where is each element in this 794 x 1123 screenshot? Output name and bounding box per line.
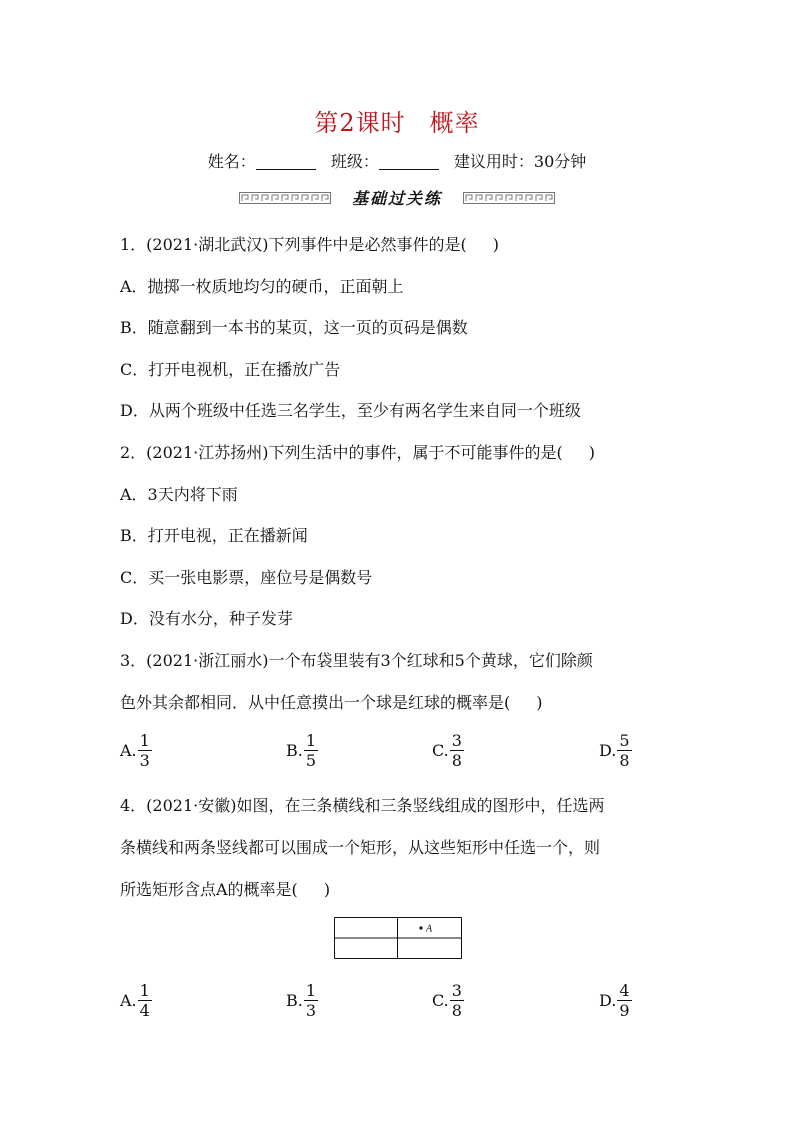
q3-options — [120, 731, 660, 777]
point-a-dot — [419, 926, 422, 929]
q4-option-d[interactable]: D. $\frac{4}{9}$ — [599, 981, 630, 1020]
fraction: $\frac{1}{4}$ — [139, 981, 150, 1020]
lesson-label: 第2课时 — [314, 109, 406, 137]
q2-option-b[interactable]: B．打开电视，正在播新闻 — [120, 526, 308, 545]
fraction: $\frac{3}{8}$ — [451, 731, 462, 770]
name-label: 姓名： — [207, 152, 256, 171]
q2-option-a[interactable]: A．3天内将下雨 — [120, 485, 238, 504]
q1-option-d[interactable]: D．从两个班级中任选三名学生，至少有两名学生来自同一个班级 — [120, 401, 581, 420]
q4-option-c[interactable]: C. $\frac{3}{8}$ — [432, 981, 462, 1020]
q2-stem: 2．(2021·江苏扬州)下列生活中的事件，属于不可能事件的是( ) — [120, 443, 595, 462]
class-label: 班级： — [330, 152, 379, 171]
greek-key-border-left-icon — [239, 192, 331, 204]
time-label: 建议用时：30分钟 — [453, 152, 587, 171]
q1-option-b[interactable]: B．随意翻到一本书的某页，这一页的页码是偶数 — [120, 318, 468, 337]
class-blank[interactable] — [379, 153, 439, 170]
q4-options — [120, 981, 660, 1027]
q1-option-c[interactable]: C．打开电视机，正在播放广告 — [120, 360, 341, 379]
q4-stem-line3: 所选矩形含点A的概率是( ) — [120, 880, 331, 899]
section-banner — [239, 186, 555, 208]
point-a-label: A — [426, 923, 433, 935]
fraction: $\frac{1}{5}$ — [305, 731, 317, 770]
q3-option-c[interactable]: C. $\frac{3}{8}$ — [432, 731, 462, 770]
q3-option-d[interactable]: D. $\frac{5}{8}$ — [599, 731, 630, 770]
q3-option-a[interactable]: A. $\frac{1}{3}$ — [120, 731, 150, 770]
q4-stem-line2: 条横线和两条竖线都可以围成一个矩形，从这些矩形中任选一个，则 — [120, 838, 601, 857]
q1-stem: 1．(2021·湖北武汉)下列事件中是必然事件的是( ) — [120, 235, 499, 254]
fraction: $\frac{1}{3}$ — [139, 731, 150, 770]
q4-option-a[interactable]: A. $\frac{1}{4}$ — [120, 981, 150, 1020]
fraction: $\frac{3}{8}$ — [451, 981, 462, 1020]
q3-stem-line1: 3．(2021·浙江丽水)一个布袋里装有3个红球和5个黄球，它们除颜 — [120, 651, 593, 670]
grid-figure — [334, 917, 462, 959]
page-title — [0, 103, 794, 138]
name-blank[interactable] — [256, 153, 316, 170]
fraction: $\frac{1}{3}$ — [305, 981, 317, 1020]
fraction: $\frac{4}{9}$ — [619, 981, 630, 1020]
q3-option-b[interactable]: B. $\frac{1}{5}$ — [286, 731, 317, 770]
greek-key-border-right-icon — [463, 192, 555, 204]
fraction: $\frac{5}{8}$ — [619, 731, 630, 770]
student-info-row — [0, 149, 794, 172]
q2-option-d[interactable]: D．没有水分，种子发芽 — [120, 609, 293, 628]
q1-option-a[interactable]: A．抛掷一枚质地均匀的硬币，正面朝上 — [120, 277, 404, 296]
q4-stem-line1: 4．(2021·安徽)如图，在三条横线和三条竖线组成的图形中，任选两 — [120, 796, 605, 815]
topic-label: 概率 — [429, 109, 480, 137]
q3-stem-line2: 色外其余都相同．从中任意摸出一个球是红球的概率是( ) — [120, 693, 543, 712]
section-label: 基础过关练 — [351, 189, 442, 208]
q4-option-b[interactable]: B. $\frac{1}{3}$ — [286, 981, 317, 1020]
q2-option-c[interactable]: C．买一张电影票，座位号是偶数号 — [120, 568, 373, 587]
